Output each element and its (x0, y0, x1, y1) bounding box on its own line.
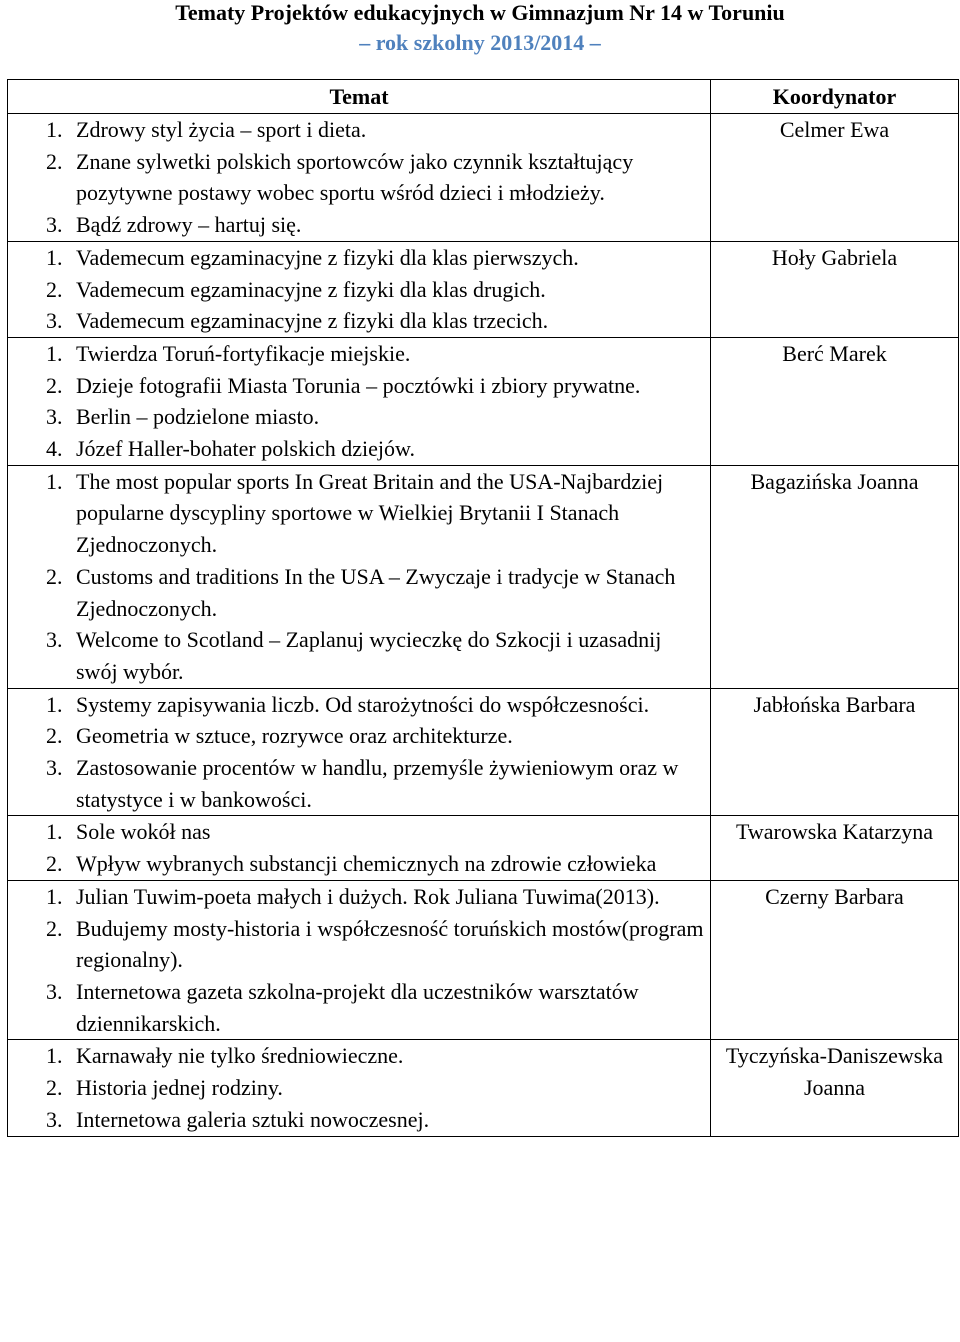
topic-item (8, 752, 710, 815)
document-subtitle: – rok szkolny 2013/2014 – (359, 30, 601, 55)
topic-text: Twierdza Toruń-fortyfikacje miejskie. (76, 340, 411, 366)
topic-number: 1. (46, 468, 63, 494)
topic-text: Historia jednej rodziny. (76, 1075, 283, 1101)
topic-list (8, 338, 710, 465)
document-title: Tematy Projektów edukacyjnych w Gimnazjum Nr 14 w Toruniu (175, 0, 785, 25)
topic-number: 2. (46, 915, 63, 941)
coordinator-cell: Tyczyńska-Daniszewska Joanna (711, 1040, 959, 1136)
coordinator-cell: Twarowska Katarzyna (711, 816, 959, 880)
topics-cell (8, 688, 711, 816)
topics-cell (8, 816, 711, 880)
topic-item (8, 624, 710, 687)
table-header-row (8, 80, 959, 114)
topic-item (8, 305, 710, 337)
topic-text: Julian Tuwim-poeta małych i dużych. Rok Juliana Tuwima(2013). (76, 883, 660, 909)
topic-item (8, 913, 710, 976)
topic-number: 2. (46, 1075, 63, 1101)
topic-text: Internetowa gazeta szkolna-projekt dla uczestników warsztatów dziennikarskich. (76, 978, 639, 1036)
topic-item (8, 338, 710, 370)
topic-number: 2. (46, 148, 63, 174)
table-row (8, 880, 959, 1040)
coordinator-cell: Hoły Gabriela (711, 241, 959, 337)
topic-number: 3. (46, 404, 63, 430)
topic-item (8, 881, 710, 913)
topic-number: 2. (46, 851, 63, 877)
topic-item (8, 720, 710, 752)
topic-number: 3. (46, 978, 63, 1004)
topic-item (8, 976, 710, 1039)
topic-text: Karnawały nie tylko średniowieczne. (76, 1043, 404, 1069)
topics-cell (8, 1040, 711, 1136)
topic-number: 4. (46, 436, 63, 462)
topic-text: Znane sylwetki polskich sportowców jako czynnik kształtujący pozytywne postawy wobec sportu wśród dzieci i młodzieży. (76, 148, 634, 206)
topic-list (8, 1040, 710, 1135)
topic-item (8, 146, 710, 209)
table-row (8, 688, 959, 816)
table-row (8, 465, 959, 688)
topic-item (8, 466, 710, 561)
topic-item (8, 274, 710, 306)
topic-number: 2. (46, 563, 63, 589)
topic-text: Geometria w sztuce, rozrywce oraz architekturze. (76, 723, 513, 749)
table-row (8, 337, 959, 465)
topic-text: Vademecum egzaminacyjne z fizyki dla klas drugich. (76, 276, 546, 302)
topic-item (8, 370, 710, 402)
topic-item (8, 433, 710, 465)
topic-text: Vademecum egzaminacyjne z fizyki dla klas trzecich. (76, 308, 549, 334)
topic-number: 3. (46, 212, 63, 238)
topic-number: 1. (46, 819, 63, 845)
topic-text: Zastosowanie procentów w handlu, przemyśle żywieniowym oraz w statystyce i w bankowości. (76, 755, 679, 812)
projects-table (7, 79, 959, 1137)
topic-item (8, 401, 710, 433)
topic-list (8, 689, 710, 816)
table-row (8, 241, 959, 337)
topic-text: Zdrowy styl życia – sport i dieta. (76, 117, 367, 142)
topic-item (8, 848, 710, 880)
column-header-topic: Temat (8, 80, 711, 114)
topic-number: 2. (46, 723, 63, 749)
table-row (8, 1040, 959, 1136)
topic-number: 3. (46, 308, 63, 334)
topic-number: 2. (46, 276, 63, 302)
topic-number: 1. (46, 244, 63, 270)
coordinator-cell: Czerny Barbara (711, 880, 959, 1040)
table-body (8, 114, 959, 1137)
topic-text: Budujemy mosty-historia i współczesność toruńskich mostów(program regionalny). (76, 915, 704, 973)
topic-text: Customs and traditions In the USA – Zwyczaje i tradycje w Stanach Zjednoczonych. (76, 563, 676, 621)
topic-number: 1. (46, 883, 63, 909)
topic-item (8, 689, 710, 721)
topic-item (8, 242, 710, 274)
topics-cell (8, 880, 711, 1040)
topic-list (8, 466, 710, 688)
topic-text: Berlin – podzielone miasto. (76, 404, 320, 430)
topics-cell (8, 114, 711, 242)
topic-list (8, 816, 710, 879)
coordinator-cell: Berć Marek (711, 337, 959, 465)
coordinator-cell: Jabłońska Barbara (711, 688, 959, 816)
topic-item (8, 209, 710, 241)
topic-number: 1. (46, 340, 63, 366)
topic-text: Wpływ wybranych substancji chemicznych na zdrowie człowieka (76, 851, 657, 877)
topic-text: The most popular sports In Great Britain and the USA-Najbardziej popularne dyscypliny sportowe w Wielkiej Brytanii I Stanach Zjednoczonych. (76, 468, 664, 558)
coordinator-cell: Celmer Ewa (711, 114, 959, 242)
coordinator-cell: Bagazińska Joanna (711, 465, 959, 688)
topic-number: 1. (46, 691, 63, 717)
topic-item (8, 1104, 710, 1136)
topic-list (8, 114, 710, 241)
topic-text: Dzieje fotografii Miasta Torunia – pocztówki i zbiory prywatne. (76, 372, 641, 398)
topics-cell (8, 241, 711, 337)
topic-number: 3. (46, 755, 63, 781)
topics-cell (8, 465, 711, 688)
table-row (8, 816, 959, 880)
topic-text: Józef Haller-bohater polskich dziejów. (76, 436, 416, 462)
topic-text: Sole wokół nas (76, 819, 211, 845)
topic-number: 1. (46, 117, 63, 142)
topic-number: 3. (46, 1106, 63, 1132)
topic-item (8, 114, 710, 146)
topic-item (8, 816, 710, 848)
topic-item (8, 1072, 710, 1104)
topic-number: 1. (46, 1043, 63, 1069)
topic-text: Internetowa galeria sztuki nowoczesnej. (76, 1106, 430, 1132)
topic-item (8, 561, 710, 624)
topic-list (8, 242, 710, 337)
topic-text: Bądź zdrowy – hartuj się. (76, 212, 302, 238)
topic-number: 2. (46, 372, 63, 398)
topics-cell (8, 337, 711, 465)
topic-text: Vademecum egzaminacyjne z fizyki dla klas pierwszych. (76, 244, 579, 270)
document-header (0, 0, 960, 56)
column-header-coordinator: Koordynator (711, 80, 959, 114)
topic-item (8, 1040, 710, 1072)
topic-text: Welcome to Scotland – Zaplanuj wycieczkę do Szkocji i uzasadnij swój wybór. (76, 627, 662, 684)
topic-number: 3. (46, 627, 63, 653)
topic-list (8, 881, 710, 1040)
table-row (8, 114, 959, 242)
topic-text: Systemy zapisywania liczb. Od starożytności do współczesności. (76, 691, 650, 717)
